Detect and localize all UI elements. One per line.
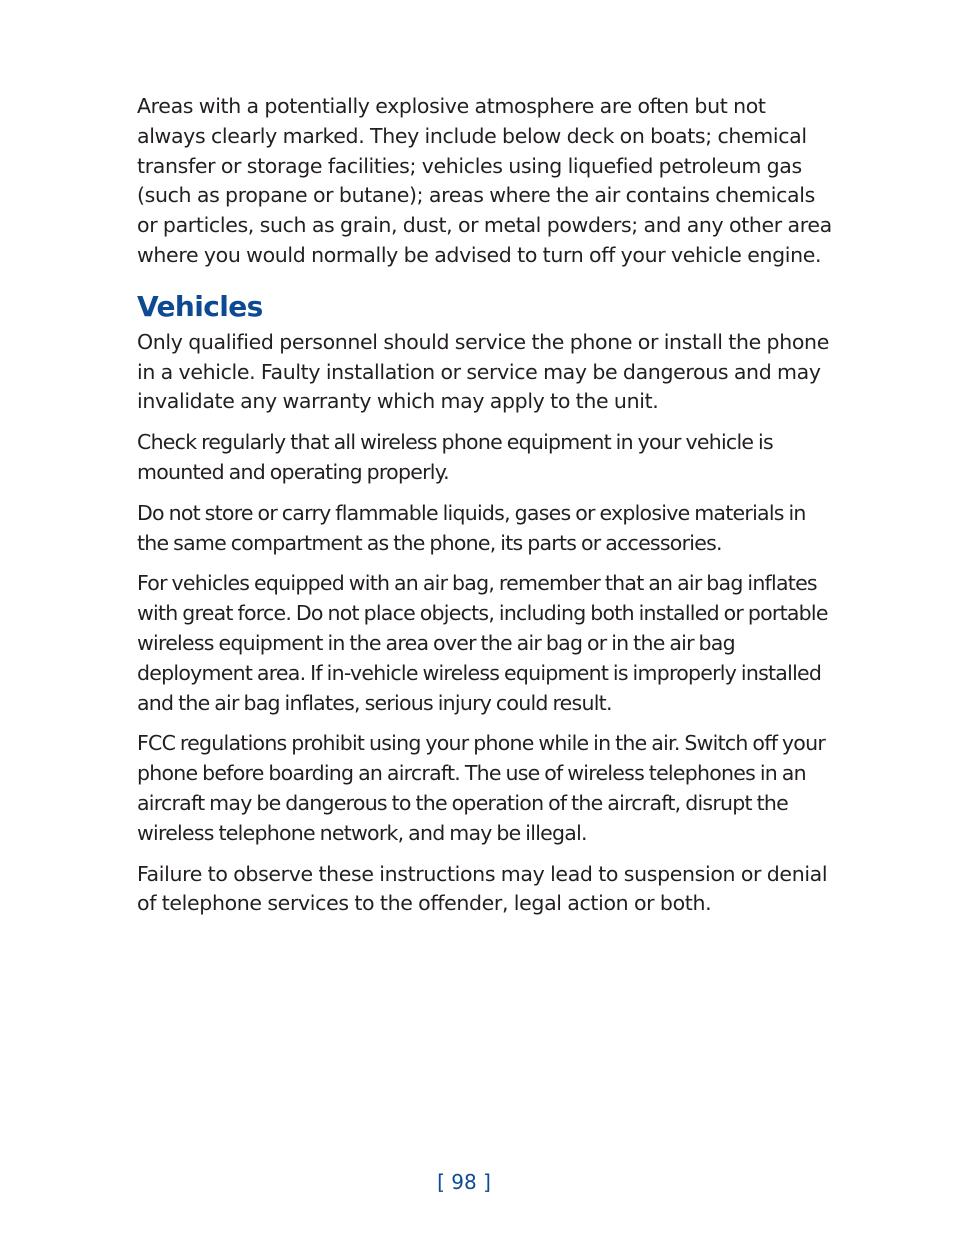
vehicles-paragraph-2: Check regularly that all wireless phone equipment in your vehicle is mounted and operating properly.	[137, 430, 773, 484]
intro-paragraph: Areas with a potentially explosive atmosphere are often but not always clearly marked. They include below deck on boats; chemical transfer or storage facilities; vehicles using liquefied petroleum gas (such as propane or butane); areas where the air contains chemicals or particles, such as grain, dust, or metal powders; and any other area where you would normally be advised to turn off your vehicle engine.	[137, 94, 832, 267]
vehicles-paragraph-5: FCC regulations prohibit using your phone while in the air. Switch off your phone before boarding an aircraft. The use of wireless telephones in an aircraft may be dangerous to the operation of the aircraft, disrupt the wireless telephone network, and may be illegal.	[137, 731, 826, 845]
vehicles-paragraph-6: Failure to observe these instructions may lead to suspension or denial of telephone services to the offender, legal action or both.	[137, 861, 828, 916]
page-content	[137, 92, 837, 930]
vehicles-paragraph-1: Only qualified personnel should service the phone or install the phone in a vehicle. Faulty installation or service may be dangerous and may invalidate any warranty which may apply to the unit.	[137, 329, 829, 414]
vehicles-paragraph-4: For vehicles equipped with an air bag, remember that an air bag inflates with great force. Do not place objects, including both installed or portable wireless equipment in the area over the air bag or in the air bag deployment area. If in-vehicle wireless equipment is improperly installed and the air bag inflates, serious injury could result.	[137, 571, 828, 715]
vehicles-paragraph-3: Do not store or carry flammable liquids, gases or explosive materials in the same compartment as the phone, its parts or accessories.	[137, 500, 806, 555]
page-number: [ 98 ]	[437, 1170, 491, 1194]
section-heading-vehicles: Vehicles	[137, 289, 263, 323]
